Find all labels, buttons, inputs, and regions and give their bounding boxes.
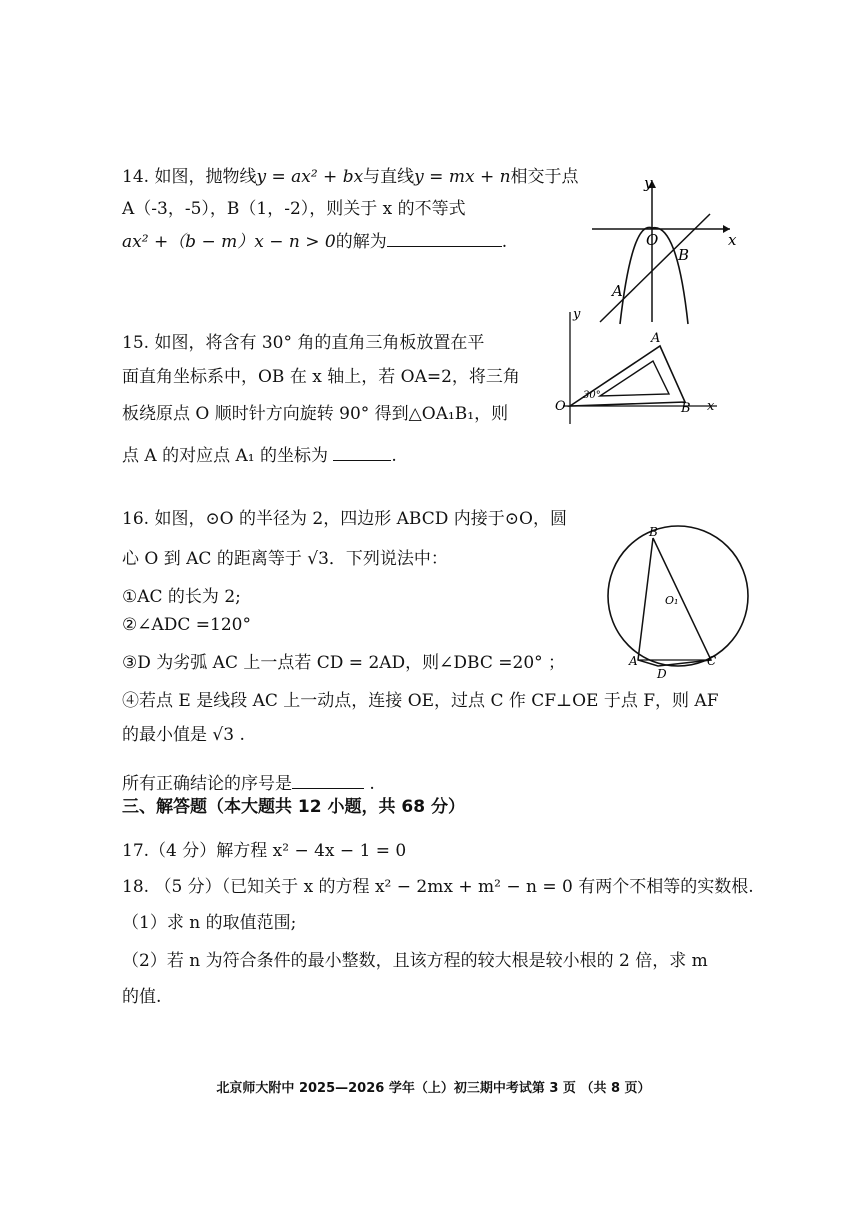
q14-line1: 14. 如图，抛物线y = ax² + bx与直线y = mx + n相交于点 — [122, 167, 579, 187]
q16-option1: ①AC 的长为 2; — [122, 587, 241, 607]
q18-part1: （1）求 n 的取值范围; — [122, 913, 297, 933]
page-footer: 北京师大附中 2025—2026 学年（上）初三期中考试第 3 页 （共 8 页） — [216, 1081, 651, 1096]
q14-label-b: B — [678, 246, 690, 264]
q16-label-a: A — [629, 654, 638, 668]
q14-line2: A（-3，-5），B（1，-2），则关于 x 的不等式 — [122, 199, 466, 219]
q16-label-o: O₁ — [665, 594, 679, 607]
q14-label-x: x — [728, 231, 737, 249]
q15-label-y: y — [573, 307, 581, 322]
q15-line2: 面直角坐标系中，OB 在 x 轴上，若 OA=2，将三角 — [122, 367, 520, 387]
q16-option4a: ④若点 E 是线段 AC 上一动点，连接 OE，过点 C 作 CF⊥OE 于点 F，则 AF — [122, 691, 719, 711]
q16-label-c: C — [707, 654, 717, 668]
q15-label-b: B — [681, 401, 691, 416]
q18-line1: 18. （5 分）（已知关于 x 的方程 x² − 2mx + m² − n = 0 有两个不相等的实数根. — [122, 877, 754, 897]
q15-label-a: A — [651, 331, 661, 346]
section3-title: 三、解答题（本大题共 12 小题，共 68 分） — [122, 797, 465, 817]
q15-line1: 15. 如图，将含有 30° 角的直角三角板放置在平 — [122, 333, 485, 353]
q15-answer-blank — [333, 444, 391, 461]
q16-line2: 心 O 到 AC 的距离等于 √3．下列说法中： — [122, 549, 448, 569]
q16-answer-blank — [292, 772, 364, 789]
q16-option2: ②∠ADC =120° — [122, 615, 251, 635]
q16-option3: ③D 为劣弧 AC 上一点若 CD = 2AD，则∠DBC =20° ； — [122, 653, 566, 673]
q16-conclusion: 所有正确结论的序号是 . — [122, 774, 375, 794]
q15-label-angle: 30° — [583, 390, 601, 401]
q14-line3: ax² +（b − m）x − n > 0的解为 . — [122, 232, 508, 252]
q15-label-o: O — [555, 399, 566, 414]
q16-option4b: 的最小值是 √3 . — [122, 725, 245, 745]
q14-answer-blank — [387, 230, 502, 247]
q14-label-y: y — [644, 174, 653, 192]
q18-part2b: 的值. — [122, 987, 162, 1007]
q16-figure — [605, 524, 755, 684]
q14-label-a: A — [612, 282, 623, 300]
q17-text: 17.（4 分）解方程 x² − 4x − 1 = 0 — [122, 841, 407, 861]
q15-figure — [545, 306, 725, 431]
q14-label-o: O — [646, 231, 659, 249]
q15-line4: 点 A 的对应点 A₁ 的坐标为 . — [122, 446, 397, 466]
q16-label-d: D — [657, 667, 667, 681]
q15-line3: 板绕原点 O 顺时针方向旋转 90° 得到△OA₁B₁，则 — [122, 404, 509, 424]
q16-line1: 16. 如图，⊙O 的半径为 2，四边形 ABCD 内接于⊙O，圆 — [122, 509, 567, 529]
q15-label-x: x — [707, 399, 715, 414]
q16-label-b: B — [649, 525, 658, 539]
q18-part2: （2）若 n 为符合条件的最小整数，且该方程的较大根是较小根的 2 倍，求 m — [122, 951, 708, 971]
